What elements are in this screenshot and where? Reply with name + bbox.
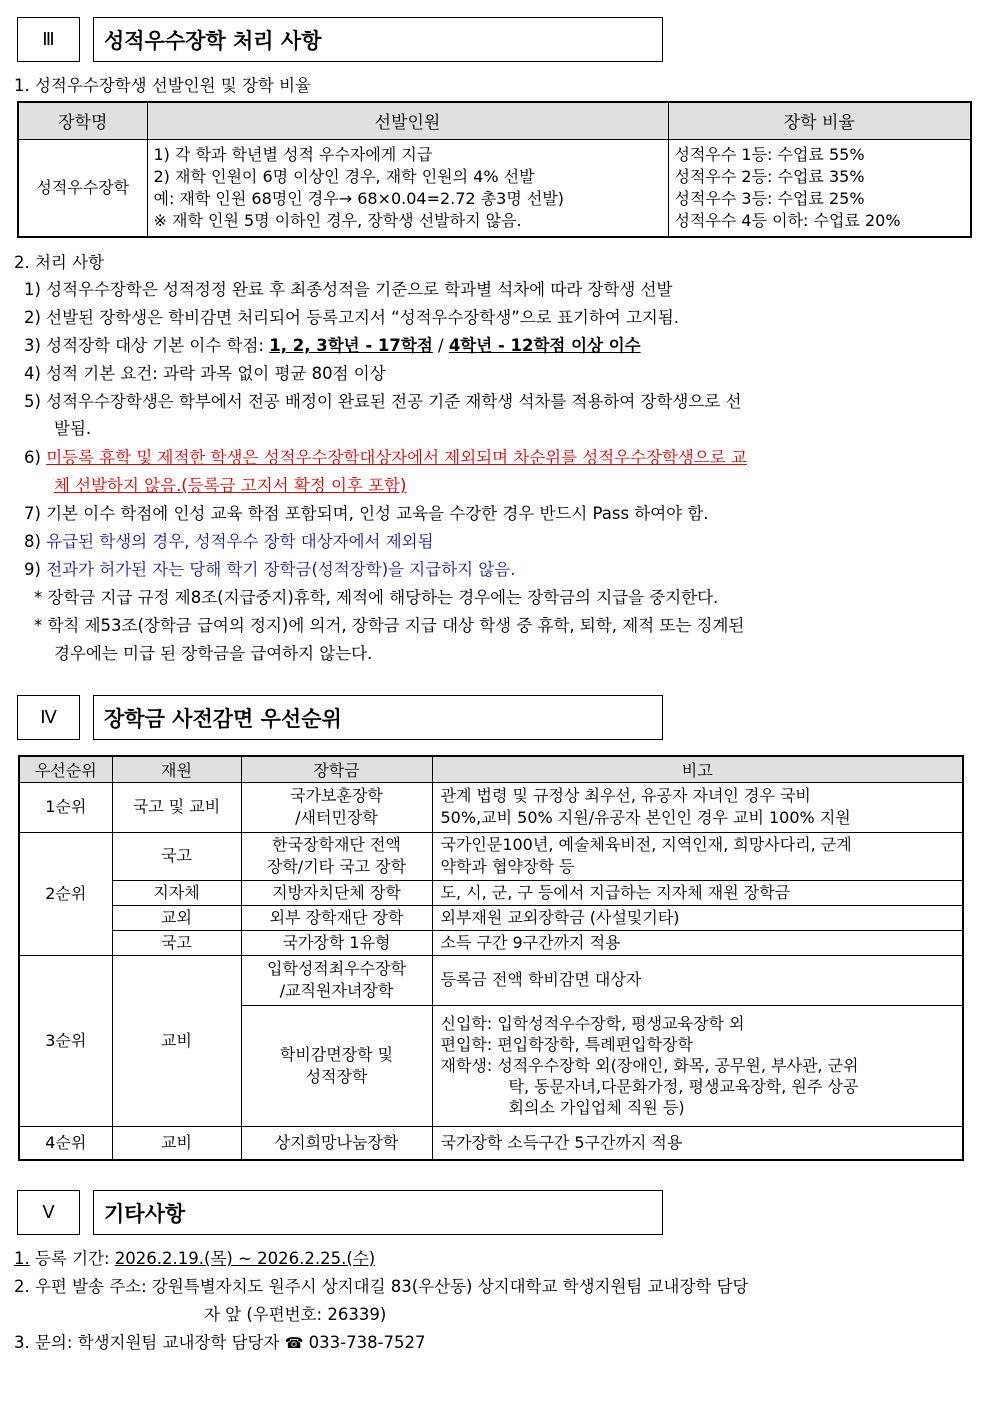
table-row — [19, 930, 963, 955]
ratio-line: 성적우수 4등 이하: 수업료 20% — [674, 210, 901, 230]
note-cell: 소득 구간 9구간까지 적용 — [432, 930, 963, 955]
rank-cell: 1순위 — [19, 782, 112, 832]
scholarship-cell — [241, 1005, 432, 1126]
note-1: * 장학금 지급 규정 제8조(지급중지)휴학, 제적에 해당하는 경우에는 장학금의 지급을 중지한다. — [34, 588, 719, 607]
source-cell: 국고 및 교비 — [112, 782, 241, 832]
scholarship-line: /새터민장학 — [295, 808, 378, 827]
scholarship-cell: 국가장학 1유형 — [241, 930, 432, 955]
scholarship-cell: 지방자치단체 장학 — [241, 880, 432, 905]
credits-year-1-3: 1, 2, 3학년 - 17학점 — [269, 336, 433, 355]
item-3-separator: / — [432, 336, 449, 355]
item-6-text: 미등록 휴학 및 제적한 학생은 성적우수장학대상자에서 제외되며 차순위를 성적우수장학생으로 교 — [46, 448, 747, 467]
note-cell: 도, 시, 군, 구 등에서 지급하는 지자체 재원 장학금 — [432, 880, 963, 905]
selection-line: 2) 재학 인원이 6명 이상인 경우, 재학 인원의 4% 선발 — [153, 166, 535, 186]
source-cell: 교비 — [112, 955, 241, 1126]
item-8-text: 유급된 학생의 경우, 성적우수 장학 대상자에서 제외됨 — [46, 532, 434, 551]
ratio-cell — [668, 139, 971, 237]
note-line: 신입학: 입학성적우수장학, 평생교육장학 외 — [440, 1014, 745, 1033]
processing-item-6a — [24, 444, 747, 468]
table-header: 선발인원 — [147, 102, 668, 139]
table-header: 장학 비율 — [668, 102, 971, 139]
phone-number: 033-738-7527 — [303, 1333, 426, 1352]
section-5-header — [17, 1190, 665, 1235]
inquiry — [14, 1329, 426, 1353]
processing-item-7: 7) 기본 이수 학점에 인성 교육 학점 포함되며, 인성 교육을 수강한 경우 반드시 Pass 하여야 함. — [24, 504, 709, 523]
note-line: 약학과 협약장학 등 — [440, 857, 575, 876]
rank-cell: 2순위 — [19, 832, 112, 955]
table-header: 비고 — [432, 756, 963, 782]
note-line: 탁, 동문자녀,다문화가정, 평생교육장학, 원주 상공 — [508, 1077, 859, 1096]
scholarship-line: /교직원자녀장학 — [279, 981, 394, 1000]
processing-item-2: 2) 선발된 장학생은 학비감면 처리되어 등록고지서 “성적우수장학생”으로 표기하여 고지됨. — [24, 308, 680, 327]
scholarship-name: 성적우수장학 — [18, 139, 147, 237]
selection-line: 1) 각 학과 학년별 성적 우수자에게 지급 — [153, 144, 433, 164]
note-cell — [432, 832, 963, 880]
processing-item-3 — [24, 332, 641, 356]
source-cell: 교비 — [112, 1126, 241, 1160]
note-line: 50%,교비 50% 지원/유공자 본인인 경우 교비 100% 지원 — [440, 808, 851, 827]
note-cell: 국가장학 소득구간 5구간까지 적용 — [432, 1126, 963, 1160]
table-row — [19, 782, 963, 832]
item-3-prefix: 3) 성적장학 대상 기본 이수 학점: — [24, 336, 270, 355]
rank-cell: 4순위 — [19, 1126, 112, 1160]
scholarship-cell — [241, 832, 432, 880]
table-header: 우선순위 — [19, 756, 112, 782]
table-header: 재원 — [112, 756, 241, 782]
table-header: 장학금 — [241, 756, 432, 782]
note-cell: 외부재원 교외장학금 (사설및기타) — [432, 905, 963, 930]
section-4-title: 장학금 사전감면 우선순위 — [93, 695, 663, 740]
processing-item-8 — [24, 528, 434, 552]
note-line: 관계 법령 및 규정상 최우선, 유공자 자녀인 경우 국비 — [440, 786, 811, 805]
table-row — [19, 832, 963, 880]
note-2a: * 학칙 제53조(장학금 급여의 정지)에 의거, 장학금 지급 대상 학생 중 휴학, 퇴학, 제적 또는 징계된 — [34, 616, 745, 635]
source-cell: 지자체 — [112, 880, 241, 905]
scholarship-cell — [241, 955, 432, 1005]
registration-period — [14, 1245, 375, 1269]
scholarship-cell: 상지희망나눔장학 — [241, 1126, 432, 1160]
priority-table — [18, 755, 964, 1161]
processing-item-6b: 체 선발하지 않음.(등록금 고지서 확정 이후 포함) — [54, 476, 407, 495]
selection-line: ※ 재학 인원 5명 이하인 경우, 장학생 선발하지 않음. — [153, 210, 522, 230]
processing-item-5b: 발됨. — [54, 419, 92, 438]
source-cell: 국고 — [112, 930, 241, 955]
period-value: 2026.2.19.(목) ~ 2026.2.25.(수) — [114, 1249, 376, 1268]
section-5-title: 기타사항 — [93, 1190, 663, 1235]
section-3-header — [17, 17, 665, 62]
merit-scholarship-table — [17, 101, 972, 238]
processing-item-5a: 5) 성적우수장학생은 학부에서 전공 배정이 완료된 전공 기준 재학생 석차를 적용하여 장학생으로 선 — [24, 392, 742, 411]
scholarship-line: 성적장학 — [305, 1066, 368, 1086]
subheading-processing: 2. 처리 사항 — [14, 253, 104, 272]
processing-item-1: 1) 성적우수장학은 성적정정 완료 후 최종성적을 기준으로 학과별 석차에 따라 장학생 선발 — [24, 280, 673, 299]
selection-line: 예: 재학 인원 68명인 경우→ 68×0.04=2.72 총3명 선발) — [153, 188, 565, 208]
section-4-header — [17, 695, 665, 740]
rank-cell: 3순위 — [19, 955, 112, 1126]
item-6-prefix: 6) — [24, 448, 47, 467]
item-9-text: 전과가 허가된 자는 당해 학기 장학금(성적장학)을 지급하지 않음. — [46, 560, 516, 579]
mailing-address-a: 2. 우편 발송 주소: 강원특별자치도 원주시 상지대길 83(우산동) 상지대학교 학생지원팀 교내장학 담당 — [14, 1277, 749, 1296]
inquiry-label: 3. 문의: 학생지원팀 교내장학 담당자 — [14, 1333, 285, 1352]
source-cell: 국고 — [112, 832, 241, 880]
scholarship-cell — [241, 782, 432, 832]
credits-year-4: 4학년 - 12학점 이상 이수 — [448, 336, 641, 355]
processing-item-4: 4) 성적 기본 요건: 과락 과목 없이 평균 80점 이상 — [24, 364, 386, 383]
table-header: 장학명 — [18, 102, 147, 139]
ratio-line: 성적우수 1등: 수업료 55% — [674, 144, 865, 164]
period-label: 등록 기간: — [29, 1249, 115, 1268]
scholarship-line: 입학성적최우수장학 — [266, 959, 407, 978]
scholarship-line: 학비감면장학 및 — [279, 1044, 394, 1064]
note-cell: 등록금 전액 학비감면 대상자 — [432, 955, 963, 1005]
table-row — [19, 880, 963, 905]
section-3-title: 성적우수장학 처리 사항 — [93, 17, 663, 62]
selection-cell — [147, 139, 668, 237]
note-line: 재학생: 성적우수장학 외(장애인, 화목, 공무원, 부사관, 군위 — [440, 1056, 859, 1075]
note-2b: 경우에는 미급 된 장학금을 급여하지 않는다. — [54, 644, 373, 663]
item-9-prefix: 9) — [24, 560, 47, 579]
section-4-number: Ⅳ — [17, 695, 80, 740]
scholarship-line: 국가보훈장학 — [290, 786, 383, 805]
table-row — [19, 955, 963, 1005]
subheading-selection: 1. 성적우수장학생 선발인원 및 장학 비율 — [14, 76, 311, 95]
phone-icon: ☎ — [284, 1334, 304, 1352]
table-row — [19, 1126, 963, 1160]
source-cell: 교외 — [112, 905, 241, 930]
item-8-prefix: 8) — [24, 532, 47, 551]
ratio-line: 성적우수 2등: 수업료 35% — [674, 166, 865, 186]
table-row — [19, 905, 963, 930]
section-3-number: Ⅲ — [17, 17, 80, 62]
scholarship-line: 한국장학재단 전액 — [272, 835, 401, 854]
scholarship-line: 장학/기타 국고 장학 — [266, 857, 407, 876]
mailing-address-b: 자 앞 (우편번호: 26339) — [204, 1305, 387, 1324]
section-5-number: Ⅴ — [17, 1190, 80, 1235]
note-cell — [432, 1005, 963, 1126]
note-line: 국가인문100년, 예술체육비전, 지역인재, 희망사다리, 군계 — [440, 835, 852, 854]
processing-item-9 — [24, 556, 515, 580]
note-line: 편입학: 편입학장학, 특례편입학장학 — [440, 1035, 693, 1054]
ratio-line: 성적우수 3등: 수업료 25% — [674, 188, 865, 208]
item-number: 1. — [14, 1249, 30, 1268]
note-cell — [432, 782, 963, 832]
note-line: 회의소 가입업체 직원 등) — [508, 1098, 685, 1117]
scholarship-cell: 외부 장학재단 장학 — [241, 905, 432, 930]
